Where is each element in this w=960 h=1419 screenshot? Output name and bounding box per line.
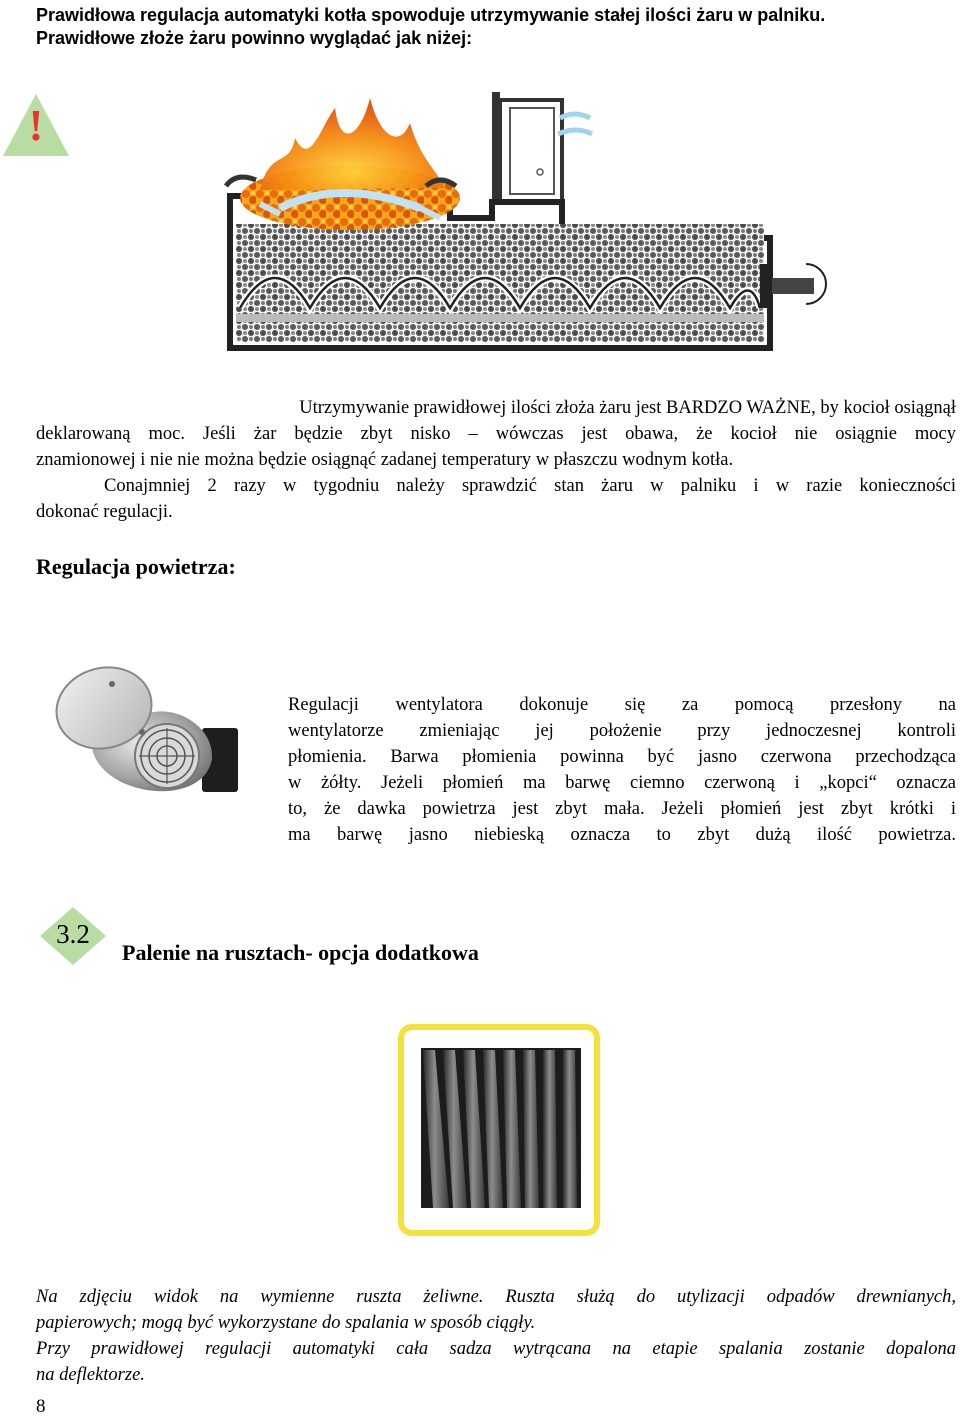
intro-line-1: Prawidłowa regulacja automatyki kotła spowoduje utrzymywanie stałej ilości żaru w palniku. [36, 5, 826, 25]
footer-line-3: Przy prawidłowej regulacji automatyki cała sadza wytrącana na etapie spalania zostanie dopalona [36, 1339, 956, 1359]
air-text-line-3: płomienia. Barwa płomienia powinna być jasno czerwona przechodząca [288, 747, 956, 767]
air-text-line-1: Regulacji wentylatora dokonuje się za pomocą przesłony na [288, 695, 956, 715]
exclamation-mark: ! [28, 101, 44, 150]
para1-line-1-text: Utrzymywanie prawidłowej ilości złoża żaru jest BARDZO WAŻNE, by kocioł osiągnął [299, 398, 956, 418]
air-text-line-6: ma barwę jasno niebieską oznacza to zbyt dużą ilość powietrza. [288, 825, 956, 845]
section-number-badge [38, 905, 108, 967]
para1-line-1 [36, 395, 956, 421]
air-regulation-heading: Regulacja powietrza: [36, 554, 236, 579]
air-text-line-5: to, że dawka powietrza jest zbyt mała. Jeżeli płomień jest zbyt krótki i [288, 799, 956, 819]
grate-photo [398, 1024, 600, 1236]
warning-icon [1, 92, 71, 158]
para1-line-4: Conajmniej 2 razy w tygodniu należy sprawdzić stan żaru w palniku i w razie konieczności [104, 476, 956, 496]
para1-line-2: deklarowaną moc. Jeśli żar będzie zbyt nisko – wówczas jest obawa, że kocioł nie osiągnie mocy [36, 424, 956, 444]
page-number: 8 [36, 1396, 46, 1417]
intro-line-2: Prawidłowe złoże żaru powinno wyglądać jak niżej: [36, 28, 473, 48]
para1-line-5: dokonać regulacji. [36, 502, 173, 522]
burner-diagram [200, 78, 840, 368]
fan-photo [52, 664, 242, 816]
footer-line-1: Na zdjęciu widok na wymienne ruszta żeliwne. Ruszta służą do utylizacji odpadów drewnianych, [36, 1287, 956, 1307]
section-number: 3.2 [56, 919, 90, 949]
footer-line-4: na deflektorze. [36, 1365, 145, 1385]
section-title: Palenie na rusztach- opcja dodatkowa [122, 940, 479, 965]
footer-line-2: papierowych; mogą być wykorzystane do spalania w sposób ciągły. [36, 1313, 536, 1333]
air-text-line-4: w żółty. Jeżeli płomień ma barwę ciemno czerwoną i „kopci“ oznacza [288, 773, 956, 793]
para1-line-3: znamionowej i nie nie można będzie osiągnąć zadanej temperatury w płaszczu wodnym kotła. [36, 450, 734, 470]
air-text-line-2: wentylatorze zmieniając jej położenie przy jednoczesnej kontroli [288, 721, 956, 741]
